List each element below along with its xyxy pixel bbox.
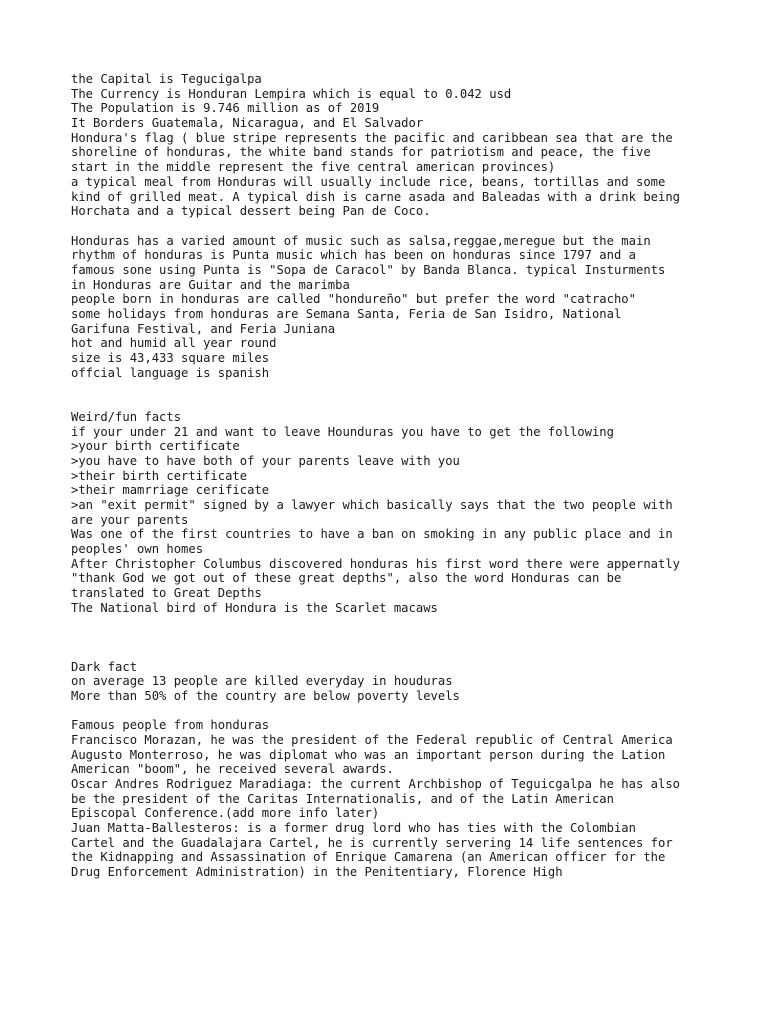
text-line: Hondura's flag ( blue stripe represents the pacific and caribbean sea that are the xyxy=(71,130,673,145)
text-line: More than 50% of the country are below poverty levels xyxy=(71,688,460,703)
text-line: size is 43,433 square miles xyxy=(71,351,270,366)
text-line: peoples' own homes xyxy=(71,542,204,556)
text-line: hot and humid all year round xyxy=(71,336,277,351)
text-line: It Borders Guatemala, Nicaragua, and El Salvador xyxy=(71,116,424,131)
text-line: Francisco Morazan, he was the president of the Federal republic of Central America xyxy=(71,732,673,747)
text-line: The Population is 9.746 million as of 2019 xyxy=(71,101,380,116)
text-line: if your under 21 and want to leave Hounduras you have to get the following xyxy=(71,424,614,439)
text-line: Dark fact xyxy=(71,659,138,674)
text-line: Episcopal Conference.(add more info later) xyxy=(71,806,380,821)
blank-line xyxy=(71,380,711,395)
text-line: Cartel and the Guadalajara Cartel, he is currently servering 14 life sentences for xyxy=(71,835,673,850)
blank-line xyxy=(71,645,711,660)
text-line: rhythm of honduras is Punta music which has been on honduras since 1797 and a xyxy=(71,248,636,263)
text-line: >your birth certificate xyxy=(71,439,240,454)
text-line: American "boom", he received several awards. xyxy=(71,762,394,777)
text-line: a typical meal from Honduras will usually include rice, beans, tortillas and some xyxy=(71,174,666,189)
text-line: The National bird of Hondura is the Scarlet macaws xyxy=(71,600,438,615)
text-line: shoreline of honduras, the white band stands for patriotism and peace, the five xyxy=(71,145,651,160)
text-line: The Currency is Honduran Lempira which is equal to 0.042 usd xyxy=(71,86,512,101)
text-line: the Kidnapping and Assassination of Enrique Camarena (an American officer for the xyxy=(71,850,666,865)
text-line: >an "exit permit" signed by a lawyer which basically says that the two people with xyxy=(71,497,673,512)
text-line: Honduras has a varied amount of music such as salsa,reggae,meregue but the main xyxy=(71,233,651,248)
blank-line xyxy=(71,395,711,410)
text-line: >their birth certificate xyxy=(71,468,248,483)
text-line: "thank God we got out of these great depths", also the word Honduras can be xyxy=(71,571,622,586)
text-line: >you have to have both of your parents leave with you xyxy=(71,453,460,468)
blank-line xyxy=(71,630,711,645)
text-line: >their mamrriage cerificate xyxy=(71,483,270,498)
text-line: in Honduras are Guitar and the marimba xyxy=(71,277,350,292)
text-line: Augusto Monterroso, he was diplomat who was an important person during the Lation xyxy=(71,747,666,762)
text-line: the Capital is Tegucigalpa xyxy=(71,72,262,86)
text-line: kind of grilled meat. A typical dish is carne asada and Baleadas with a drink being xyxy=(71,189,681,204)
text-line: people born in honduras are called "hondureño" but prefer the word "catracho" xyxy=(71,292,636,307)
text-line: start in the middle represent the five central american provinces) xyxy=(71,160,556,175)
text-line: Garifuna Festival, and Feria Juniana xyxy=(71,321,336,336)
text-line: translated to Great Depths xyxy=(71,586,262,601)
blank-line xyxy=(71,704,711,719)
text-line: be the president of the Caritas Internationalis, and of the Latin American xyxy=(71,791,614,806)
text-line: After Christopher Columbus discovered honduras his first word there were appernatly xyxy=(71,556,681,571)
text-line: Weird/fun facts xyxy=(71,409,182,424)
text-line: some holidays from honduras are Semana Santa, Feria de San Isidro, National xyxy=(71,307,622,321)
document-body xyxy=(71,72,711,880)
text-line: Juan Matta-Ballesteros: is a former drug lord who has ties with the Colombian xyxy=(71,821,636,836)
blank-line xyxy=(71,219,711,234)
text-line: Famous people from honduras xyxy=(71,718,270,733)
blank-line xyxy=(71,615,711,630)
text-line: Horchata and a typical dessert being Pan de Coco. xyxy=(71,204,431,219)
text-line: offcial language is spanish xyxy=(71,365,270,380)
text-line: famous sone using Punta is "Sopa de Caracol" by Banda Blanca. typical Insturments xyxy=(71,262,666,277)
text-line: Oscar Andres Rodriguez Maradiaga: the current Archbishop of Teguicgalpa he has also xyxy=(71,777,681,791)
text-line: Drug Enforcement Administration) in the Penitentiary, Florence High xyxy=(71,865,563,880)
text-line: are your parents xyxy=(71,512,189,527)
text-line: Was one of the first countries to have a ban on smoking in any public place and in xyxy=(71,527,673,542)
text-line: on average 13 people are killed everyday in houduras xyxy=(71,674,453,689)
